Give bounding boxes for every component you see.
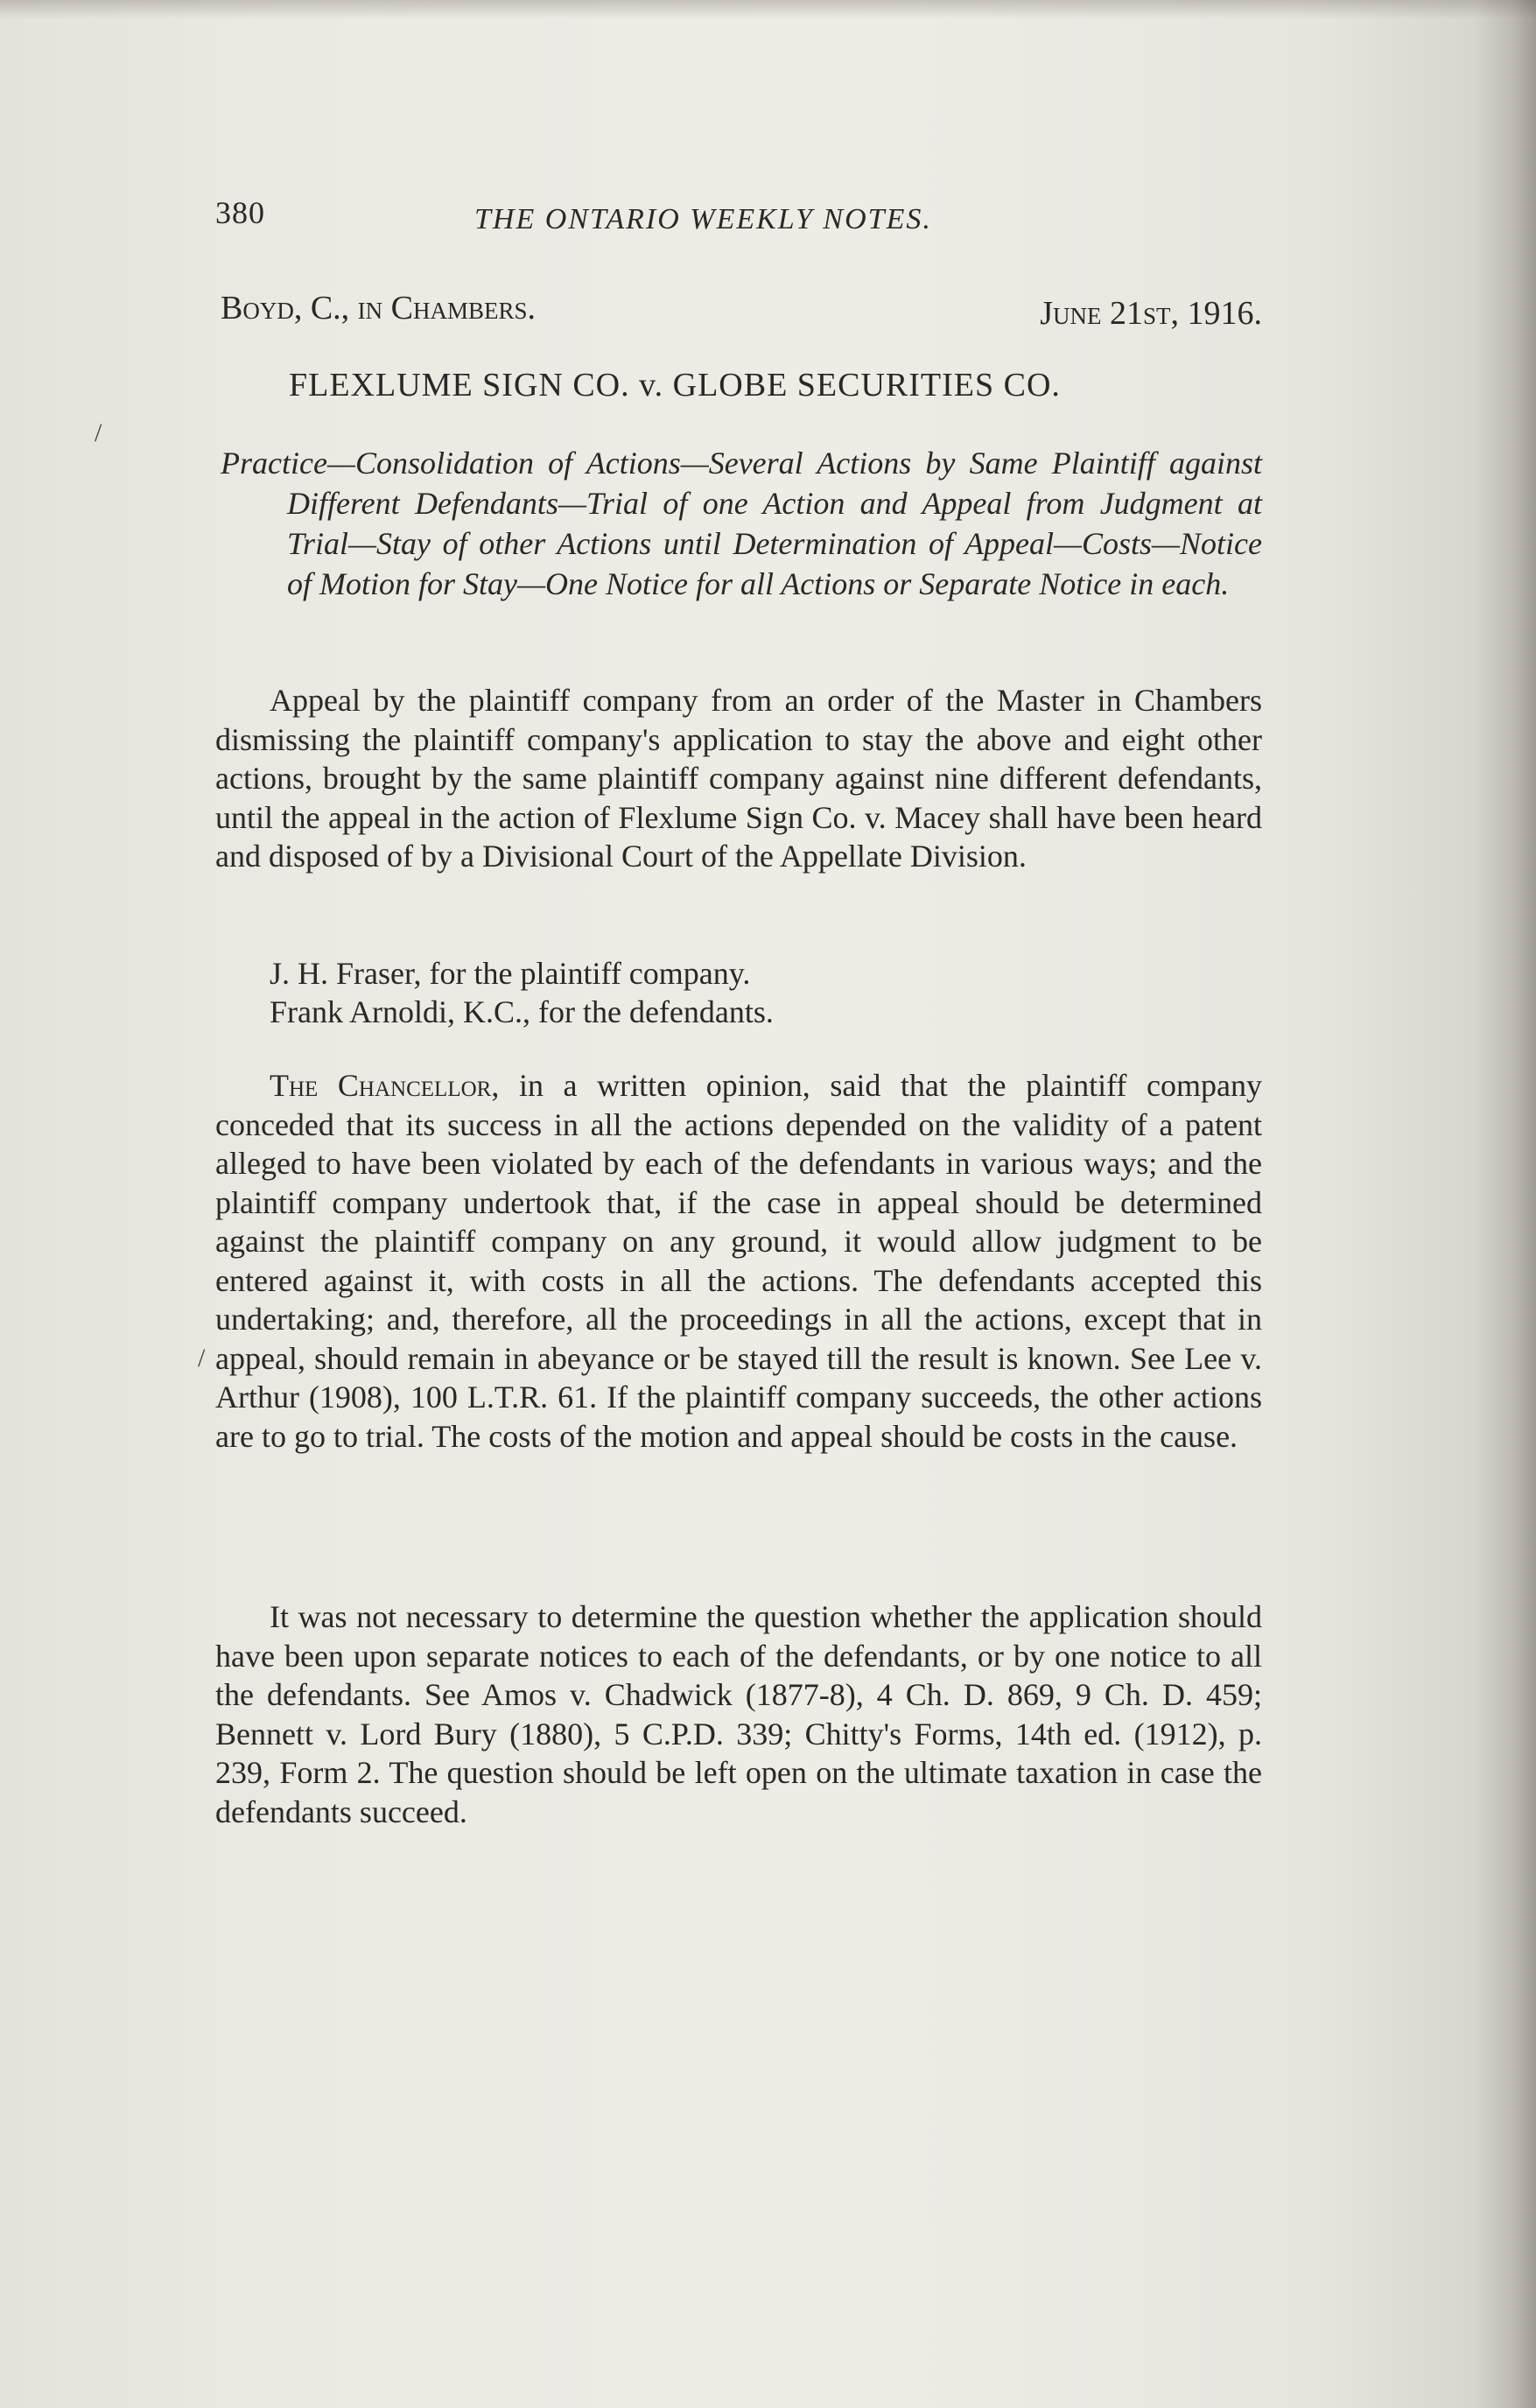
running-title: THE ONTARIO WEEKLY NOTES. [474, 203, 932, 235]
headnote: Practice—Consolidation of Actions—Several Actions by Same Plaintiff against Different Defendants—Trial of one Action and Appeal from Judgment at Trial—Stay of other Actions until Determination of Appeal—Costs—Notice of Motion for Stay—One Notice for all Actions or Separate Notice in each. [221, 446, 1262, 601]
margin-tick-mark: / [95, 418, 102, 447]
judge-chambers: Boyd, C., in Chambers. [221, 290, 537, 326]
paragraph-opinion [215, 1066, 1262, 1456]
spine-shadow [1475, 0, 1536, 2408]
page-header [215, 194, 1266, 247]
paragraph-notices: It was not necessary to determine the question whether the application should have been upon separate notices to each of the defendants, or by one notice to all the defendants. See Amos v. Chadwick (1877-8), 4 Ch. D. 869, 9 Ch. D. 459; Bennett v. Lord Bury (1880), 5 C.P.D. 339; Chitty's Forms, 14th ed. (1912), p. 239, Form 2. The question should be left open on the ultimate taxation in case the defendants succeed. [215, 1599, 1262, 1829]
case-title: FLEXLUME SIGN CO. v. GLOBE SECURITIES CO. [289, 367, 1061, 404]
page-number: 380 [215, 195, 265, 230]
opinion-text: in a written opinion, said that the plaintiff company conceded that its success in all the actions depended on the validity of a patent alleged to have been violated by each of the defendants in various ways; and the plaintiff company undertook that, if the case in appeal should be determined against the plaintiff company on any ground, it would allow judgment to be entered against it, with costs in all the actions. The defendants accepted this undertaking; and, therefore, all the proceedings in all the actions, except that in appeal, should remain in abeyance or be stayed till the result is known. See Lee v. Arthur (1908), 100 L.T.R. 61. If the plaintiff company succeeds, the other actions are to go to trial. The costs of the motion and appeal should be costs in the cause. [215, 1068, 1262, 1454]
page-top-edge [0, 0, 1536, 19]
decision-date: June 21st, 1916. [1040, 295, 1262, 332]
counsel-defendants: Frank Arnoldi, K.C., for the defendants. [270, 994, 774, 1029]
counsel-plaintiff: J. H. Fraser, for the plaintiff company. [270, 956, 751, 991]
margin-tick-mark: / [198, 1344, 206, 1372]
paragraph-appeal: Appeal by the plaintiff company from an order of the Master in Chambers dismissing the plaintiff company's application to stay the above and eight other actions, brought by the same plaintiff company against nine different defendants, until the appeal in the action of Flexlume Sign Co. v. Macey shall have been heard and disposed of by a Divisional Court of the Appellate Division. [215, 683, 1262, 874]
chancellor-lead: The Chancellor, [270, 1068, 500, 1103]
court-line [221, 289, 1262, 333]
